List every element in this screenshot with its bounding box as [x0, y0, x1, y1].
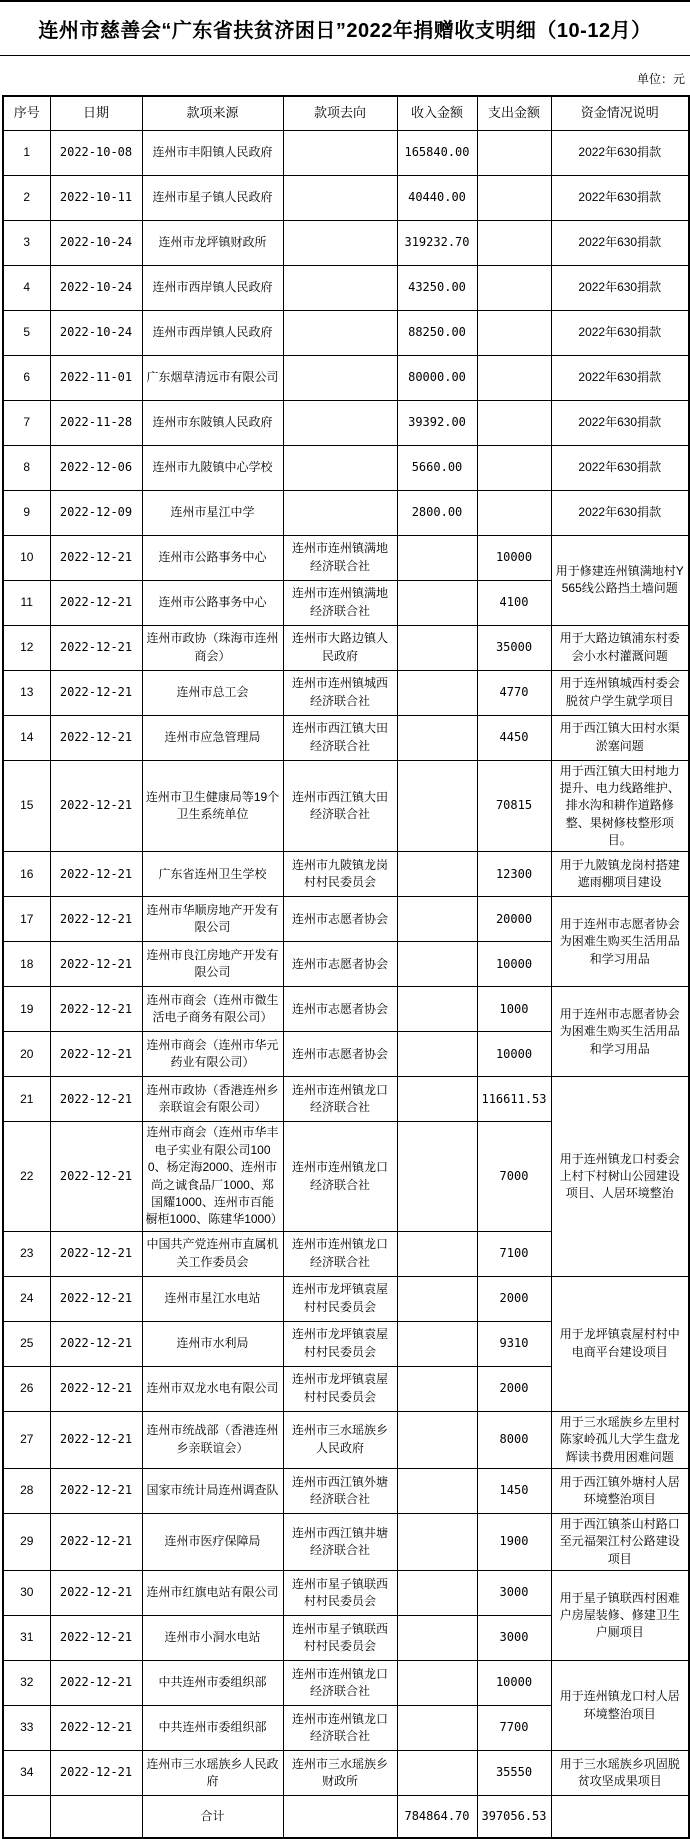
table-row [3, 1468, 689, 1513]
cell-source: 连州市卫生健康局等19个卫生系统单位 [142, 760, 283, 852]
total-empty-note [551, 1796, 689, 1838]
cell-expense [477, 265, 551, 310]
table-row [3, 130, 689, 175]
cell-expense [477, 490, 551, 535]
cell-dest: 连州市大路边镇人民政府 [283, 625, 397, 670]
cell-source: 连州市小洞水电站 [142, 1616, 283, 1661]
cell-source: 连州市统战部（香港连州乡亲联谊会） [142, 1411, 283, 1468]
cell-source: 连州市龙坪镇财政所 [142, 220, 283, 265]
table-row [3, 715, 689, 760]
cell-no: 18 [3, 942, 50, 987]
table-row [3, 987, 689, 1032]
cell-note: 用于三水瑶族乡巩固脱贫攻坚成果项目 [551, 1751, 689, 1796]
cell-note: 用于西江镇外塘村人居环境整治项目 [551, 1468, 689, 1513]
cell-no: 15 [3, 760, 50, 852]
cell-no: 10 [3, 535, 50, 580]
cell-dest: 连州市连州镇龙口经济联合社 [283, 1231, 397, 1276]
cell-source: 广东省连州卫生学校 [142, 852, 283, 897]
cell-note: 用于连州市志愿者协会为困难生购买生活用品和学习用品 [551, 987, 689, 1077]
cell-income [397, 1321, 477, 1366]
total-empty-dest [283, 1796, 397, 1838]
cell-income: 43250.00 [397, 265, 477, 310]
cell-source: 连州市总工会 [142, 670, 283, 715]
cell-no: 21 [3, 1077, 50, 1122]
cell-expense: 7700 [477, 1706, 551, 1751]
header-row [3, 96, 689, 130]
table-row [3, 670, 689, 715]
cell-source: 连州市西岸镇人民政府 [142, 310, 283, 355]
cell-date: 2022-12-21 [50, 1706, 142, 1751]
cell-expense: 7100 [477, 1231, 551, 1276]
cell-date: 2022-12-21 [50, 1616, 142, 1661]
cell-date: 2022-10-24 [50, 310, 142, 355]
cell-source: 连州市丰阳镇人民政府 [142, 130, 283, 175]
cell-note: 用于龙坪镇袁屋村村中电商平台建设项目 [551, 1276, 689, 1411]
cell-note: 用于连州镇龙口村委会上村下村树山公园建设项目、人居环境整治 [551, 1077, 689, 1276]
cell-expense: 8000 [477, 1411, 551, 1468]
cell-dest: 连州市龙坪镇袁屋村村民委员会 [283, 1276, 397, 1321]
cell-expense: 20000 [477, 897, 551, 942]
cell-income [397, 1616, 477, 1661]
cell-source: 连州市公路事务中心 [142, 580, 283, 625]
cell-no: 22 [3, 1122, 50, 1231]
cell-no: 25 [3, 1321, 50, 1366]
cell-source: 连州市应急管理局 [142, 715, 283, 760]
cell-expense [477, 445, 551, 490]
cell-date: 2022-12-21 [50, 1661, 142, 1706]
cell-date: 2022-12-21 [50, 1321, 142, 1366]
cell-no: 23 [3, 1231, 50, 1276]
table-row [3, 1571, 689, 1616]
cell-no: 32 [3, 1661, 50, 1706]
header-date: 日期 [50, 96, 142, 130]
unit-label: 单位：元 [636, 72, 685, 86]
cell-no: 19 [3, 987, 50, 1032]
cell-note: 用于西江镇大田村地力提升、电力线路维护、排水沟和耕作道路修整、果树修枝整形项目。 [551, 760, 689, 852]
cell-note: 2022年630捐款 [551, 220, 689, 265]
cell-note: 2022年630捐款 [551, 490, 689, 535]
cell-income [397, 942, 477, 987]
cell-no: 2 [3, 175, 50, 220]
cell-source: 连州市政协（香港连州乡亲联谊会有限公司） [142, 1077, 283, 1122]
table-row [3, 265, 689, 310]
cell-income [397, 1513, 477, 1570]
cell-dest: 连州市龙坪镇袁屋村村民委员会 [283, 1321, 397, 1366]
cell-no: 27 [3, 1411, 50, 1468]
donation-table [2, 95, 690, 1839]
total-empty-no [3, 1796, 50, 1838]
cell-date: 2022-12-21 [50, 942, 142, 987]
cell-expense: 1000 [477, 987, 551, 1032]
cell-source: 连州市星子镇人民政府 [142, 175, 283, 220]
cell-dest: 连州市三水瑶族乡人民政府 [283, 1411, 397, 1468]
cell-no: 16 [3, 852, 50, 897]
cell-expense: 3000 [477, 1616, 551, 1661]
total-income: 784864.70 [397, 1796, 477, 1838]
cell-date: 2022-12-21 [50, 852, 142, 897]
cell-dest: 连州市西江镇大田经济联合社 [283, 760, 397, 852]
cell-date: 2022-12-21 [50, 535, 142, 580]
cell-date: 2022-12-21 [50, 1513, 142, 1570]
cell-expense: 35550 [477, 1751, 551, 1796]
cell-income [397, 535, 477, 580]
cell-dest: 连州市志愿者协会 [283, 1032, 397, 1077]
cell-dest: 连州市九陂镇龙岗村村民委员会 [283, 852, 397, 897]
cell-dest: 连州市星子镇联西村村民委员会 [283, 1571, 397, 1616]
cell-no: 29 [3, 1513, 50, 1570]
table-row [3, 220, 689, 265]
cell-expense: 1900 [477, 1513, 551, 1570]
cell-date: 2022-10-24 [50, 220, 142, 265]
header-no: 序号 [3, 96, 50, 130]
cell-dest: 连州市连州镇城西经济联合社 [283, 670, 397, 715]
cell-note: 2022年630捐款 [551, 310, 689, 355]
cell-expense [477, 355, 551, 400]
table-row [3, 1077, 689, 1122]
cell-note: 用于星子镇联西村困难户房屋装修、修建卫生户厕项目 [551, 1571, 689, 1661]
cell-expense: 4770 [477, 670, 551, 715]
table-body [3, 130, 689, 1796]
cell-note: 用于连州镇城西村委会脱贫户学生就学项目 [551, 670, 689, 715]
cell-no: 9 [3, 490, 50, 535]
cell-note: 2022年630捐款 [551, 400, 689, 445]
table-row [3, 1751, 689, 1796]
cell-note: 用于九陂镇龙岗村搭建遮雨棚项目建设 [551, 852, 689, 897]
table-row [3, 1276, 689, 1321]
cell-dest: 连州市连州镇龙口经济联合社 [283, 1661, 397, 1706]
cell-dest: 连州市志愿者协会 [283, 942, 397, 987]
cell-expense: 9310 [477, 1321, 551, 1366]
cell-income [397, 1411, 477, 1468]
cell-no: 28 [3, 1468, 50, 1513]
cell-no: 17 [3, 897, 50, 942]
cell-note: 2022年630捐款 [551, 130, 689, 175]
cell-expense [477, 310, 551, 355]
cell-income [397, 1706, 477, 1751]
cell-dest: 连州市西江镇外塘经济联合社 [283, 1468, 397, 1513]
cell-source: 中国共产党连州市直属机关工作委员会 [142, 1231, 283, 1276]
cell-expense [477, 220, 551, 265]
cell-no: 3 [3, 220, 50, 265]
cell-dest: 连州市连州镇龙口经济联合社 [283, 1122, 397, 1231]
cell-expense: 10000 [477, 1032, 551, 1077]
cell-income [397, 1276, 477, 1321]
table-row [3, 897, 689, 942]
cell-source: 连州市医疗保障局 [142, 1513, 283, 1570]
cell-no: 11 [3, 580, 50, 625]
cell-note: 2022年630捐款 [551, 265, 689, 310]
cell-income: 319232.70 [397, 220, 477, 265]
cell-no: 33 [3, 1706, 50, 1751]
cell-source: 国家市统计局连州调查队 [142, 1468, 283, 1513]
cell-source: 连州市商会（连州市微生活电子商务有限公司） [142, 987, 283, 1032]
cell-income: 39392.00 [397, 400, 477, 445]
table-row [3, 1513, 689, 1570]
cell-income: 88250.00 [397, 310, 477, 355]
cell-dest [283, 220, 397, 265]
cell-note: 用于连州镇龙口村人居环境整治项目 [551, 1661, 689, 1751]
cell-no: 14 [3, 715, 50, 760]
cell-expense: 4100 [477, 580, 551, 625]
cell-expense: 116611.53 [477, 1077, 551, 1122]
cell-source: 连州市华顺房地产开发有限公司 [142, 897, 283, 942]
cell-date: 2022-12-21 [50, 760, 142, 852]
cell-dest [283, 400, 397, 445]
table-row [3, 490, 689, 535]
header-note: 资金情况说明 [551, 96, 689, 130]
cell-source: 连州市双龙水电有限公司 [142, 1366, 283, 1411]
cell-source: 连州市九陂镇中心学校 [142, 445, 283, 490]
cell-dest [283, 130, 397, 175]
cell-income [397, 987, 477, 1032]
cell-note: 用于三水瑶族乡左里村陈家岭孤儿大学生盘龙辉读书费用困难问题 [551, 1411, 689, 1468]
cell-note: 用于修建连州镇满地村Y565线公路挡土墙问题 [551, 535, 689, 625]
cell-dest [283, 445, 397, 490]
cell-expense [477, 400, 551, 445]
cell-source: 连州市西岸镇人民政府 [142, 265, 283, 310]
cell-source: 中共连州市委组织部 [142, 1706, 283, 1751]
cell-date: 2022-12-21 [50, 987, 142, 1032]
cell-dest [283, 265, 397, 310]
header-dest: 款项去向 [283, 96, 397, 130]
cell-income [397, 852, 477, 897]
cell-note: 用于大路边镇浦东村委会小水村灌溉问题 [551, 625, 689, 670]
cell-dest: 连州市连州镇满地经济联合社 [283, 535, 397, 580]
cell-source: 连州市三水瑶族乡人民政府 [142, 1751, 283, 1796]
cell-income: 40440.00 [397, 175, 477, 220]
total-empty-date [50, 1796, 142, 1838]
cell-no: 13 [3, 670, 50, 715]
cell-source: 连州市商会（连州市华丰电子实业有限公司1000、杨定海2000、连州市尚之诚食品厂1000、郑国耀1000、连州市百能橱柜1000、陈建华1000） [142, 1122, 283, 1231]
cell-date: 2022-11-28 [50, 400, 142, 445]
cell-source: 连州市星江水电站 [142, 1276, 283, 1321]
cell-income [397, 1366, 477, 1411]
table-row [3, 310, 689, 355]
cell-expense: 1450 [477, 1468, 551, 1513]
cell-dest: 连州市志愿者协会 [283, 897, 397, 942]
cell-date: 2022-10-08 [50, 130, 142, 175]
cell-no: 4 [3, 265, 50, 310]
cell-source: 中共连州市委组织部 [142, 1661, 283, 1706]
cell-no: 6 [3, 355, 50, 400]
cell-income [397, 580, 477, 625]
cell-income: 80000.00 [397, 355, 477, 400]
cell-dest: 连州市志愿者协会 [283, 987, 397, 1032]
cell-no: 31 [3, 1616, 50, 1661]
table-row [3, 760, 689, 852]
cell-income [397, 1077, 477, 1122]
table-row [3, 852, 689, 897]
cell-dest: 连州市连州镇龙口经济联合社 [283, 1706, 397, 1751]
table-row [3, 175, 689, 220]
table-row [3, 400, 689, 445]
cell-source: 连州市良江房地产开发有限公司 [142, 942, 283, 987]
cell-income [397, 625, 477, 670]
cell-date: 2022-10-11 [50, 175, 142, 220]
cell-expense: 70815 [477, 760, 551, 852]
cell-source: 连州市星江中学 [142, 490, 283, 535]
cell-expense: 2000 [477, 1276, 551, 1321]
cell-income [397, 1468, 477, 1513]
cell-expense: 10000 [477, 942, 551, 987]
cell-source: 连州市政协（珠海市连州商会） [142, 625, 283, 670]
cell-source: 连州市水利局 [142, 1321, 283, 1366]
cell-source: 连州市红旗电站有限公司 [142, 1571, 283, 1616]
header-income: 收入金额 [397, 96, 477, 130]
cell-date: 2022-10-24 [50, 265, 142, 310]
cell-note: 用于西江镇大田村水渠淤塞问题 [551, 715, 689, 760]
cell-dest [283, 490, 397, 535]
cell-expense: 7000 [477, 1122, 551, 1231]
cell-no: 30 [3, 1571, 50, 1616]
table-row [3, 445, 689, 490]
cell-dest [283, 310, 397, 355]
cell-expense: 35000 [477, 625, 551, 670]
cell-no: 1 [3, 130, 50, 175]
cell-dest: 连州市星子镇联西村村民委员会 [283, 1616, 397, 1661]
cell-date: 2022-12-21 [50, 1032, 142, 1077]
cell-no: 7 [3, 400, 50, 445]
cell-date: 2022-12-21 [50, 1231, 142, 1276]
cell-note: 用于西江镇茶山村路口至元福架江村公路建设项目 [551, 1513, 689, 1570]
cell-expense: 2000 [477, 1366, 551, 1411]
cell-no: 5 [3, 310, 50, 355]
cell-expense [477, 175, 551, 220]
cell-no: 20 [3, 1032, 50, 1077]
cell-no: 24 [3, 1276, 50, 1321]
cell-date: 2022-12-21 [50, 715, 142, 760]
cell-date: 2022-12-21 [50, 1276, 142, 1321]
total-row [3, 1796, 689, 1838]
cell-source: 广东烟草清远市有限公司 [142, 355, 283, 400]
cell-dest: 连州市西江镇大田经济联合社 [283, 715, 397, 760]
cell-date: 2022-12-09 [50, 490, 142, 535]
total-label: 合计 [142, 1796, 283, 1838]
cell-dest: 连州市连州镇满地经济联合社 [283, 580, 397, 625]
cell-income [397, 1751, 477, 1796]
table-row [3, 355, 689, 400]
cell-income [397, 1661, 477, 1706]
total-expense: 397056.53 [477, 1796, 551, 1838]
cell-income [397, 1231, 477, 1276]
table-row [3, 1411, 689, 1468]
cell-date: 2022-12-06 [50, 445, 142, 490]
cell-expense [477, 130, 551, 175]
table-row [3, 625, 689, 670]
header-expense: 支出金额 [477, 96, 551, 130]
cell-date: 2022-12-21 [50, 1751, 142, 1796]
cell-date: 2022-12-21 [50, 1411, 142, 1468]
cell-dest [283, 355, 397, 400]
cell-expense: 10000 [477, 535, 551, 580]
cell-date: 2022-12-21 [50, 580, 142, 625]
cell-source: 连州市公路事务中心 [142, 535, 283, 580]
cell-income [397, 1032, 477, 1077]
cell-income [397, 897, 477, 942]
cell-income: 5660.00 [397, 445, 477, 490]
cell-expense: 12300 [477, 852, 551, 897]
cell-note: 2022年630捐款 [551, 355, 689, 400]
cell-date: 2022-12-21 [50, 670, 142, 715]
page-title: 连州市慈善会“广东省扶贫济困日”2022年捐赠收支明细（10-12月） [0, 0, 690, 56]
cell-no: 26 [3, 1366, 50, 1411]
cell-income [397, 715, 477, 760]
cell-no: 34 [3, 1751, 50, 1796]
cell-dest: 连州市三水瑶族乡财政所 [283, 1751, 397, 1796]
cell-income [397, 670, 477, 715]
cell-dest: 连州市连州镇龙口经济联合社 [283, 1077, 397, 1122]
header-source: 款项来源 [142, 96, 283, 130]
cell-date: 2022-12-21 [50, 1571, 142, 1616]
cell-source: 连州市东陂镇人民政府 [142, 400, 283, 445]
cell-no: 8 [3, 445, 50, 490]
cell-expense: 10000 [477, 1661, 551, 1706]
cell-income [397, 760, 477, 852]
cell-dest [283, 175, 397, 220]
cell-income [397, 1571, 477, 1616]
table-row [3, 535, 689, 580]
cell-date: 2022-11-01 [50, 355, 142, 400]
cell-note: 用于连州市志愿者协会为困难生购买生活用品和学习用品 [551, 897, 689, 987]
cell-date: 2022-12-21 [50, 897, 142, 942]
cell-expense: 4450 [477, 715, 551, 760]
cell-date: 2022-12-21 [50, 1366, 142, 1411]
cell-source: 连州市商会（连州市华元药业有限公司） [142, 1032, 283, 1077]
cell-dest: 连州市西江镇井塘经济联合社 [283, 1513, 397, 1570]
cell-date: 2022-12-21 [50, 1077, 142, 1122]
cell-income [397, 1122, 477, 1231]
cell-no: 12 [3, 625, 50, 670]
cell-note: 2022年630捐款 [551, 445, 689, 490]
cell-dest: 连州市龙坪镇袁屋村村民委员会 [283, 1366, 397, 1411]
cell-income: 165840.00 [397, 130, 477, 175]
cell-expense: 3000 [477, 1571, 551, 1616]
cell-date: 2022-12-21 [50, 1468, 142, 1513]
cell-note: 2022年630捐款 [551, 175, 689, 220]
cell-income: 2800.00 [397, 490, 477, 535]
cell-date: 2022-12-21 [50, 1122, 142, 1231]
table-row [3, 1661, 689, 1706]
cell-date: 2022-12-21 [50, 625, 142, 670]
